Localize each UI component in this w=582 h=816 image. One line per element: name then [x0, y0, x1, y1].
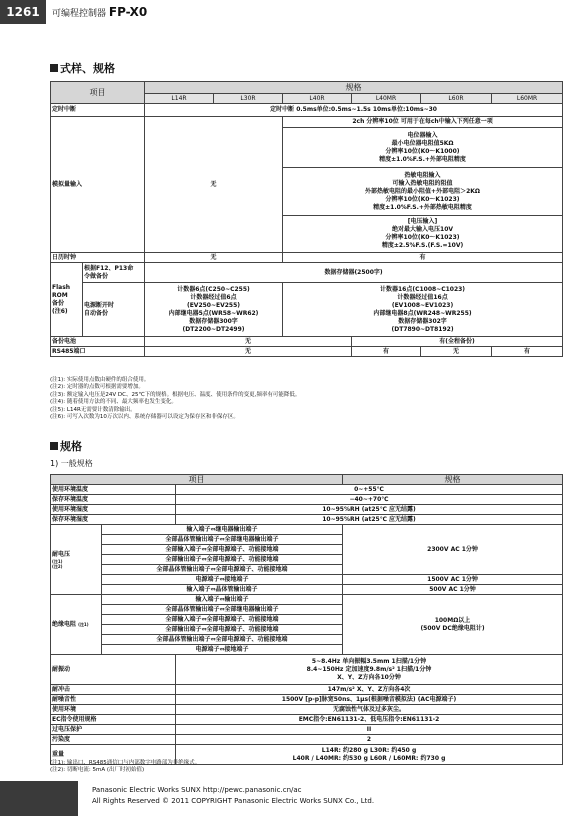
- section-title-spec: 式样、规格: [50, 60, 115, 76]
- subsection-title: 1) 一般规格: [50, 459, 93, 468]
- row-label: 使用环境温度: [51, 485, 176, 495]
- model-header: L60R: [421, 94, 492, 104]
- cell-value: 有: [352, 347, 421, 357]
- row-label: 模拟量输入: [51, 117, 145, 253]
- cell-value: 全部晶体管输出端子⇔全部电源端子、功能接地端: [102, 635, 343, 645]
- row-label: Flash ROM 备份 (注6): [51, 263, 83, 337]
- cell-value: 全部输入端子⇔全部电源端子、功能接地端: [102, 615, 343, 625]
- cell-value: −40~+70℃: [176, 495, 563, 505]
- row-label: 使用环境湿度: [51, 505, 176, 515]
- header-item: 项目: [51, 82, 145, 104]
- cell-value: 无: [145, 117, 283, 253]
- cell-value: 全部晶体管输出端子⇔全部继电器输出端子: [102, 535, 343, 545]
- cell-value: 5~8.4Hz 单向振幅3.5mm 1扫描/1分钟 8.4~150Hz 定加速度9.8m/s² 1扫描/1分钟 X、Y、Z方向各10分钟: [176, 655, 563, 685]
- footer-text: [92, 785, 374, 807]
- cell-value: L14R: 约280 g L30R: 约450 g L40R / L40MR: 约530 g L60R / L60MR: 约730 g: [176, 745, 563, 765]
- cell-value: 2ch 分辨率10位 可用于在每ch中输入下列任意一项: [283, 117, 563, 128]
- cell-value: 无: [145, 347, 352, 357]
- footer-line: All Rights Reserved © 2011 COPYRIGHT Panasonic Electric Works SUNX Co., Ltd.: [92, 797, 375, 805]
- header-category: 可编程控制器: [52, 9, 107, 19]
- cell-value: 无: [145, 253, 283, 263]
- cell-value: 电源端子⇔接地端子: [102, 645, 343, 655]
- cell-value: [电压输入] 绝对最大输入电压10V 分辨率10位(K0～K1023) 精度±2.5%F.S.(F.S.=10V): [283, 216, 563, 253]
- cell-value: 100MΩ以上 (500V DC绝缘电阻计): [343, 595, 563, 655]
- cell-value: 500V AC 1分钟: [343, 585, 563, 595]
- footer-bar: [0, 781, 78, 816]
- row-label: 重量: [51, 745, 176, 765]
- spec-table: [50, 81, 563, 357]
- header-model: FP-X0: [108, 5, 148, 19]
- row-label: 保存环境温度: [51, 495, 176, 505]
- square-bullet-icon: [50, 442, 58, 450]
- cell-value: 10~95%RH (at25℃ 应无结露): [176, 515, 563, 525]
- row-label: 定时中断: [51, 104, 145, 117]
- cell-value: 1500V AC 1分钟: [343, 575, 563, 585]
- row-label: 日历时钟: [51, 253, 145, 263]
- model-header: L60MR: [492, 94, 563, 104]
- cell-value: 无: [145, 337, 352, 347]
- notes-general: (注1): 输出口、RS485通信口与内部数字电路部为非绝缘式。 (注2): 切断电流: 5mA (出厂时初始值): [50, 760, 201, 774]
- cell-value: 10~95%RH (at25℃ 应无结露): [176, 505, 563, 515]
- cell-value: 输入端子⇔继电器输出端子: [102, 525, 343, 535]
- row-label: 电源断开时 自动备份: [83, 283, 145, 337]
- cell-value: 无腐蚀性气体及过多灰尘。: [176, 705, 563, 715]
- page-number: 1261: [0, 0, 46, 24]
- cell-value: 电源端子⇔接地端子: [102, 575, 343, 585]
- model-header: L30R: [214, 94, 283, 104]
- cell-value: 有(全程备份): [352, 337, 563, 347]
- footer: [0, 781, 582, 816]
- row-label: 过电压保护: [51, 725, 176, 735]
- model-header: L40R: [283, 94, 352, 104]
- header-spec: 规格: [145, 82, 563, 94]
- cell-value: 1500V [p-p]脉宽50ns、1μs(根据噪音模拟法) (AC电源端子): [176, 695, 563, 705]
- section-title-general: 规格: [50, 438, 82, 454]
- row-label: 耐冲击: [51, 685, 176, 695]
- cell-value: 电位器输入 最小电位器电阻值5KΩ 分辨率10位(K0～K1000) 精度±1.0%F.S.+外部电阻精度: [283, 128, 563, 168]
- row-label: 耐振动: [51, 655, 176, 685]
- row-label: 耐电压 (注1) (注2): [51, 525, 102, 595]
- cell-value: 计数器6点(C250~C255) 计数器经过值6点 (EV250~EV255) 内部继电器5点(WR58~WR62) 数据存储器300字 (DT2200~DT2499): [145, 283, 283, 337]
- row-label: 备份电池: [51, 337, 145, 347]
- cell-value: EMC指令:EN61131-2、低电压指令:EN61131-2: [176, 715, 563, 725]
- row-label: 保存环境湿度: [51, 515, 176, 525]
- cell-value: 有: [283, 253, 563, 263]
- cell-value: 数据存储器(2500字): [145, 263, 563, 283]
- cell-value: 全部晶体管输出端子⇔全部继电器输出端子: [102, 605, 343, 615]
- cell-value: 全部晶体管输出端子⇔全部电源端子、功能接地端: [102, 565, 343, 575]
- cell-value: 2: [176, 735, 563, 745]
- cell-value: 有: [492, 347, 563, 357]
- cell-value: 定时中断 0.5ms单位:0.5ms~1.5s 10ms单位:10ms~30: [145, 104, 563, 117]
- cell-value: 无: [421, 347, 492, 357]
- row-label: 使用环境: [51, 705, 176, 715]
- row-label: 根据F12、P13命 令做备份: [83, 263, 145, 283]
- cell-value: 输入端子⇔输出端子: [102, 595, 343, 605]
- cell-value: 全部输出端子⇔全部电源端子、功能接地端: [102, 625, 343, 635]
- cell-value: 全部输入端子⇔全部电源端子、功能接地端: [102, 545, 343, 555]
- cell-value: II: [176, 725, 563, 735]
- square-bullet-icon: [50, 64, 58, 72]
- cell-value: 0~+55℃: [176, 485, 563, 495]
- header-item: 项目: [51, 475, 343, 485]
- page-header: [52, 5, 147, 19]
- row-label: 耐噪音性: [51, 695, 176, 705]
- cell-value: 2300V AC 1分钟: [343, 525, 563, 575]
- general-spec-table: [50, 474, 563, 765]
- row-label: EC指令使用规格: [51, 715, 176, 725]
- footer-line: Panasonic Electric Works SUNX http://pewc.panasonic.cn/ac: [92, 786, 302, 794]
- notes-spec: (注1): 实际使用点数由硬件的组合使用。 (注2): 定时器的点数可根据需要增加。 (注3): 额定输入电压是24V DC、25℃下的规格。根据电压、温度、使用条件的变更,频率有可能降低。 (注4): 随着使用方法的不同、最大频率也发生变化。 (注5): L14R无需要计数清除输出。 (注6): 可写入次数为10万次以内、系统存储器可以设定为保存区和非保存区。: [50, 377, 301, 421]
- cell-value: 热敏电阻输入 可输入热敏电阻的阻值 外部热敏电阻的最小阻值+外部电阻＞2KΩ 分辨率10位(K0～K1023) 精度±1.0%F.S.+外部热敏电阻精度: [283, 168, 563, 216]
- cell-value: 全部输出端子⇔全部电源端子、功能接地端: [102, 555, 343, 565]
- row-label: RS485端口: [51, 347, 145, 357]
- row-label: 污染度: [51, 735, 176, 745]
- cell-value: 输入端子⇔晶体管输出端子: [102, 585, 343, 595]
- cell-value: 147m/s² X、Y、Z方向各4次: [176, 685, 563, 695]
- row-label: 绝缘电阻 (注1): [51, 595, 102, 655]
- model-header: L40MR: [352, 94, 421, 104]
- header-spec: 规格: [343, 475, 563, 485]
- cell-value: 计数器16点(C1008~C1023) 计数器经过值16点 (EV1008~EV1023) 内部继电器8点(WR248~WR255) 数据存储器302字 (DT7890~DT8192): [283, 283, 563, 337]
- model-header: L14R: [145, 94, 214, 104]
